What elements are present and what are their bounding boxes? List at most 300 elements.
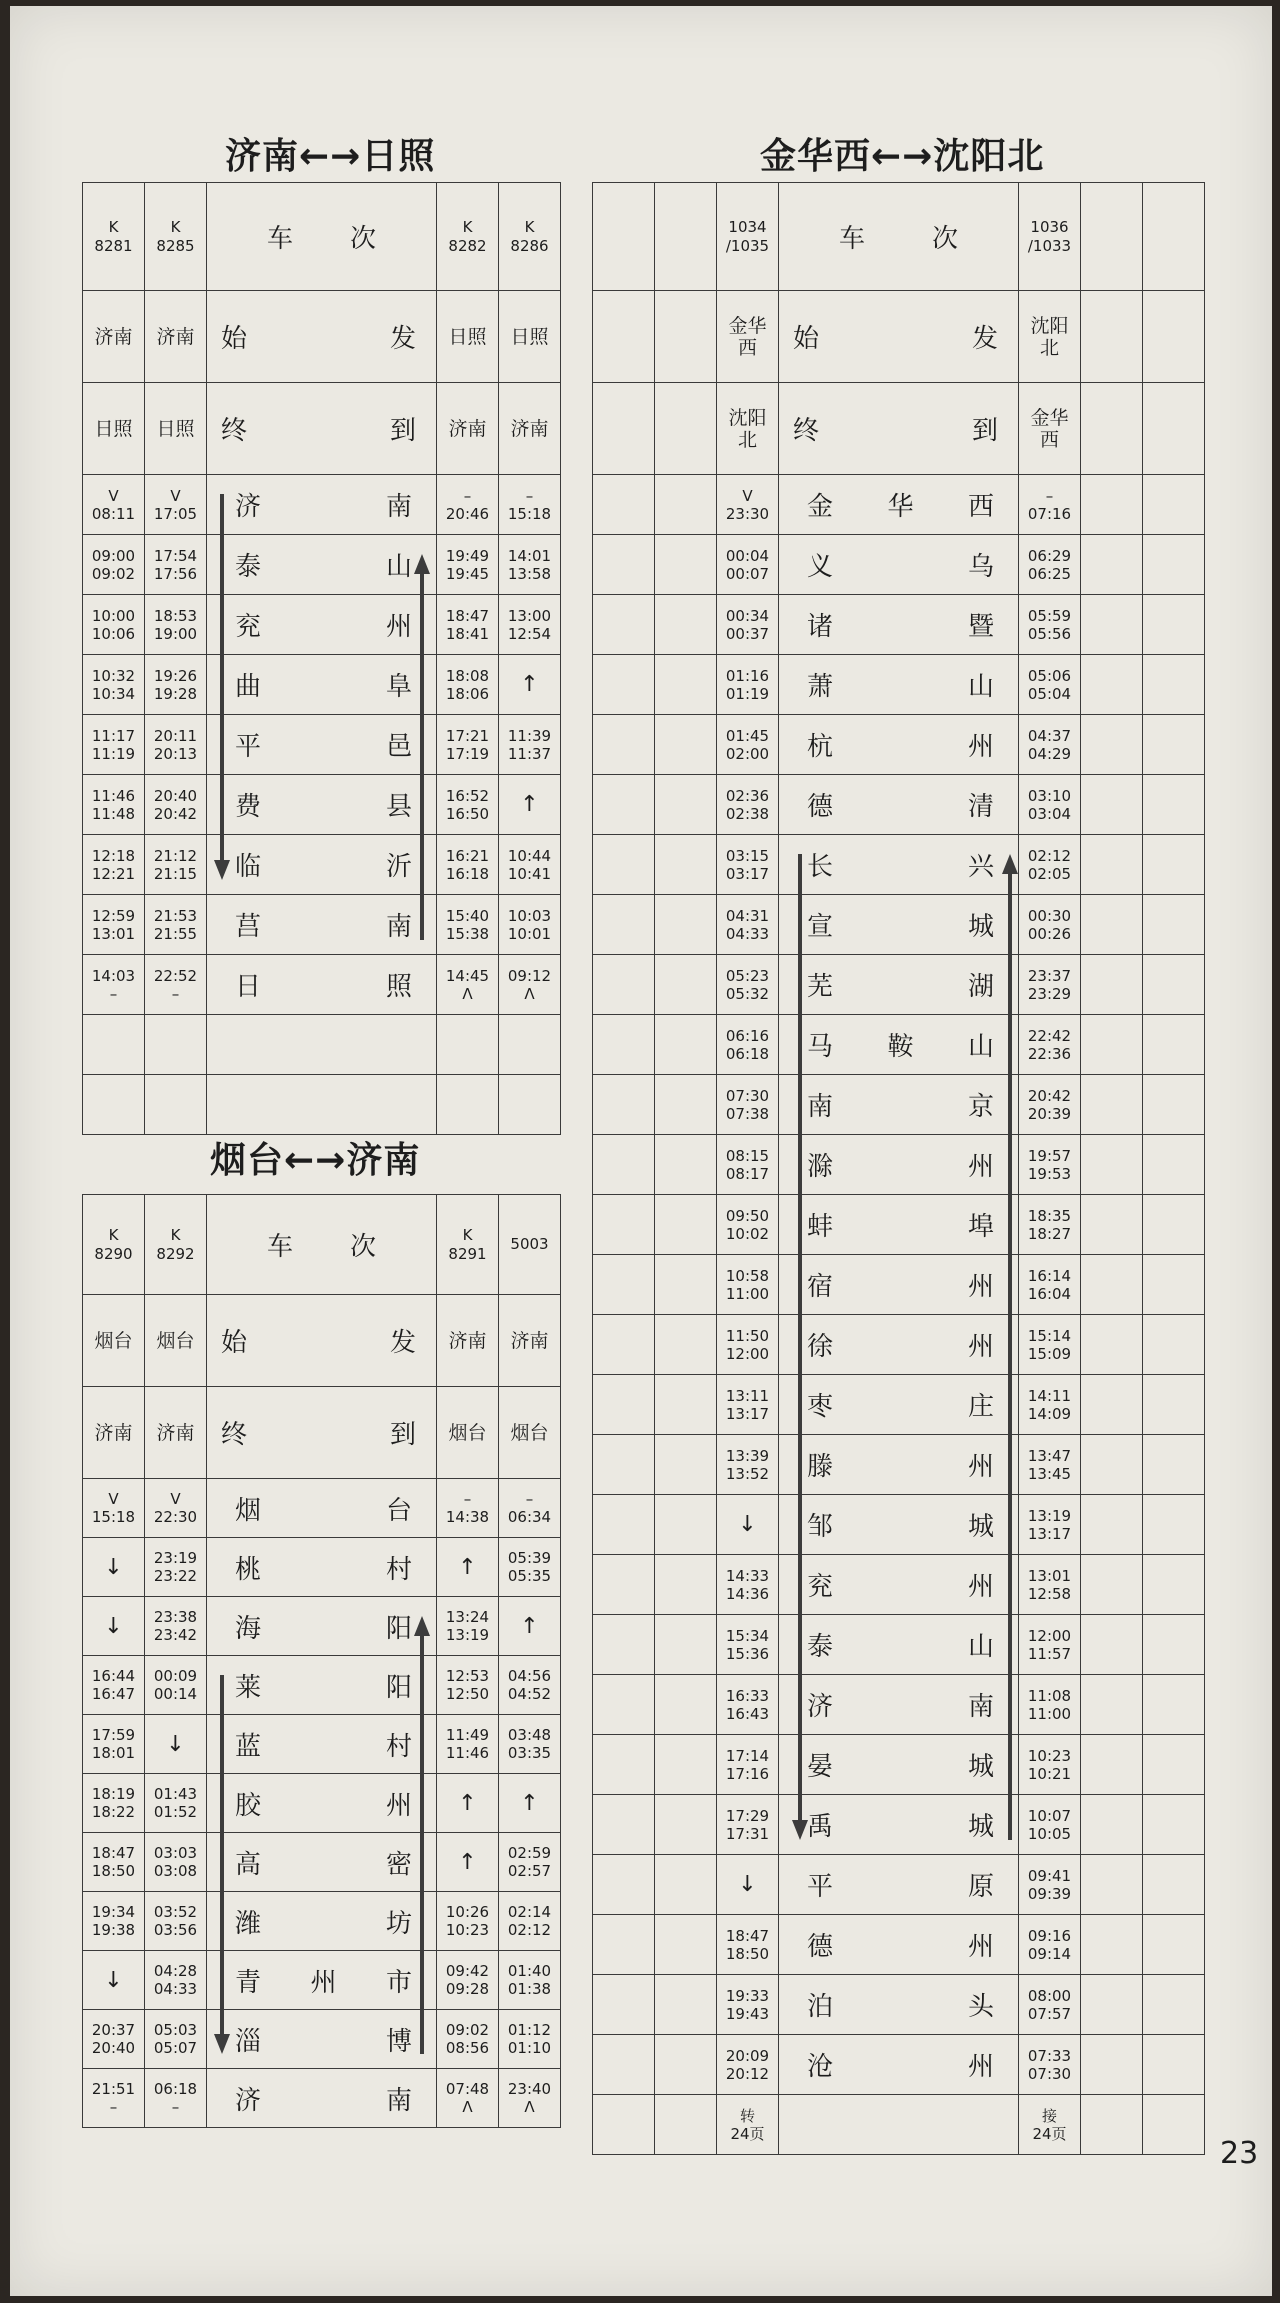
t1-up-time: ↑ [499,655,561,715]
t2-station: 济 南 [207,2069,437,2128]
t1-up-time: 16:21 16:18 [437,835,499,895]
empty-cell [1081,535,1143,595]
t1-down-time: 09:00 09:02 [83,535,145,595]
empty-cell [1143,1015,1205,1075]
t3-down-train-start: 金华 西 [717,291,779,383]
t2-down-train-start: 烟台 [83,1295,145,1387]
empty-cell [655,1135,717,1195]
t2-up-direction-arrow-icon [414,1616,430,2054]
empty-cell [655,775,717,835]
t2-down-train-start: 烟台 [145,1295,207,1387]
t2-down-time: 03:52 03:56 [145,1892,207,1951]
t2-down-direction-arrow-icon [214,1675,230,2054]
empty-cell [1081,1435,1143,1495]
t3-up-time: 13:19 13:17 [1019,1495,1081,1555]
t3-header-row [593,183,1205,291]
t1-station: 莒 南 [207,895,437,955]
t2-down-time: 23:38 23:42 [145,1597,207,1656]
t1-row [83,535,561,595]
t1-row [83,835,561,895]
t2-row [83,1538,561,1597]
empty-cell [593,1975,655,2035]
t3-up-time: 接 24页 [1019,2095,1081,2155]
empty-cell [593,291,655,383]
t2-down-time: 00:09 00:14 [145,1656,207,1715]
t1-station: 临 沂 [207,835,437,895]
empty-cell [655,535,717,595]
t2-header-row [83,1195,561,1295]
t2-up-time: 10:26 10:23 [437,1892,499,1951]
t3-header-row [593,383,1205,475]
empty-cell [1081,1255,1143,1315]
t2-up-time: ↑ [437,1774,499,1833]
t3-down-time: 18:47 18:50 [717,1915,779,1975]
t1-row [83,895,561,955]
t3-down-time: 00:34 00:37 [717,595,779,655]
t1-down-train-start: 济南 [83,291,145,383]
t3-up-time: 05:59 05:56 [1019,595,1081,655]
empty-cell [437,1075,499,1135]
t3-row [593,835,1205,895]
t3-row [593,1495,1205,1555]
t3-station: 徐 州 [779,1315,1019,1375]
empty-cell [655,895,717,955]
empty-cell [1081,595,1143,655]
t2-down-train-no: K 8290 [83,1195,145,1295]
empty-cell [593,1315,655,1375]
t3-station [779,2095,1019,2155]
t3-station: 泊 头 [779,1975,1019,2035]
t3-down-time: 20:09 20:12 [717,2035,779,2095]
empty-cell [593,895,655,955]
t1-down-time: 10:00 10:06 [83,595,145,655]
t1-down-time: 10:32 10:34 [83,655,145,715]
empty-cell [1143,291,1205,383]
t2-down-train-no: K 8292 [145,1195,207,1295]
t2-down-time: 18:19 18:22 [83,1774,145,1833]
t3-up-time: 23:37 23:29 [1019,955,1081,1015]
empty-cell [593,475,655,535]
t1-row [83,595,561,655]
t1-header-row [83,291,561,383]
empty-cell [1081,1675,1143,1735]
t3-station: 兖 州 [779,1555,1019,1615]
empty-cell [593,655,655,715]
empty-cell [1143,1495,1205,1555]
empty-cell [1081,1795,1143,1855]
t2-row [83,1715,561,1774]
t1-up-time: 14:45 Λ [437,955,499,1015]
empty-cell [655,183,717,291]
t2-header-train: 车 次 [207,1195,437,1295]
t2-down-time: V 22:30 [145,1479,207,1538]
t2-station: 烟 台 [207,1479,437,1538]
t3-station: 马 鞍 山 [779,1015,1019,1075]
t3-down-time: 转 24页 [717,2095,779,2155]
empty-cell [83,1015,145,1075]
t2-down-time: 17:59 18:01 [83,1715,145,1774]
empty-cell [655,1975,717,2035]
t3-down-time: 09:50 10:02 [717,1195,779,1255]
empty-cell [1143,1315,1205,1375]
t1-down-time: 22:52 – [145,955,207,1015]
t1-down-time: V 08:11 [83,475,145,535]
t1-blank-row [83,1075,561,1135]
t3-up-time: 20:42 20:39 [1019,1075,1081,1135]
empty-cell [1081,775,1143,835]
t3-row [593,1915,1205,1975]
empty-cell [655,595,717,655]
empty-cell [593,1675,655,1735]
t3-up-train-start: 沈阳 北 [1019,291,1081,383]
empty-cell [655,1675,717,1735]
empty-cell [1143,775,1205,835]
empty-cell [1081,1135,1143,1195]
t3-up-time: 14:11 14:09 [1019,1375,1081,1435]
t2-header-end: 终 到 [207,1387,437,1479]
t3-up-time: 10:23 10:21 [1019,1735,1081,1795]
t3-up-time: 22:42 22:36 [1019,1015,1081,1075]
t3-up-train-end: 金华 西 [1019,383,1081,475]
t3-down-time: 01:16 01:19 [717,655,779,715]
t1-down-time: V 17:05 [145,475,207,535]
empty-cell [1143,955,1205,1015]
empty-cell [1143,1075,1205,1135]
empty-cell [593,1075,655,1135]
empty-cell [1143,1195,1205,1255]
empty-cell [655,1375,717,1435]
empty-cell [1143,475,1205,535]
empty-cell [655,475,717,535]
t3-station: 宣 城 [779,895,1019,955]
empty-cell [593,955,655,1015]
empty-cell [83,1075,145,1135]
t3-up-time: 07:33 07:30 [1019,2035,1081,2095]
t2-up-time: ↑ [437,1833,499,1892]
t1-down-time: 17:54 17:56 [145,535,207,595]
t3-station: 泰 山 [779,1615,1019,1675]
t2-up-train-no: K 8291 [437,1195,499,1295]
t3-station: 枣 庄 [779,1375,1019,1435]
empty-cell [1081,1375,1143,1435]
page-number: 23 [1220,2136,1259,2171]
t1-down-train-end: 日照 [145,383,207,475]
empty-cell [593,2035,655,2095]
empty-cell [1081,1495,1143,1555]
t3-down-train-end: 沈阳 北 [717,383,779,475]
t3-down-time: 11:50 12:00 [717,1315,779,1375]
t1-down-train-end: 日照 [83,383,145,475]
t3-station: 禹 城 [779,1795,1019,1855]
empty-cell [145,1015,207,1075]
empty-cell [1143,1975,1205,2035]
t3-up-time: 05:06 05:04 [1019,655,1081,715]
empty-cell [593,1735,655,1795]
t3-up-train-no: 1036 /1033 [1019,183,1081,291]
empty-cell [1143,383,1205,475]
empty-cell [1081,383,1143,475]
empty-cell [1081,1195,1143,1255]
t3-row [593,895,1205,955]
t2-down-time: ↓ [83,1951,145,2010]
t1-row [83,775,561,835]
t2-up-time: 05:39 05:35 [499,1538,561,1597]
empty-cell [145,1075,207,1135]
empty-cell [1143,895,1205,955]
t1-down-train-no: K 8281 [83,183,145,291]
t2-up-time: 02:14 02:12 [499,1892,561,1951]
t1-station: 日 照 [207,955,437,1015]
empty-cell [1081,1555,1143,1615]
empty-cell [1143,1675,1205,1735]
t1-down-time: 11:46 11:48 [83,775,145,835]
empty-cell [655,1795,717,1855]
t1-header-end: 终 到 [207,383,437,475]
t3-up-time: 08:00 07:57 [1019,1975,1081,2035]
empty-cell [1143,1855,1205,1915]
t3-up-time: 12:00 11:57 [1019,1615,1081,1675]
t3-down-time: 13:39 13:52 [717,1435,779,1495]
t3-row [593,1975,1205,2035]
t3-up-direction-arrow-icon [1002,854,1018,1840]
t2-down-time: V 15:18 [83,1479,145,1538]
t3-up-time: 03:10 03:04 [1019,775,1081,835]
t3-down-time: 05:23 05:32 [717,955,779,1015]
t2-down-time: 06:18 – [145,2069,207,2128]
t3-down-time: 19:33 19:43 [717,1975,779,2035]
t3-station: 平 原 [779,1855,1019,1915]
t3-up-time: 06:29 06:25 [1019,535,1081,595]
empty-cell [1081,715,1143,775]
t3-up-time: 13:01 12:58 [1019,1555,1081,1615]
t1-up-time: 16:52 16:50 [437,775,499,835]
empty-cell [655,291,717,383]
t3-down-time: 03:15 03:17 [717,835,779,895]
t2-down-time: 20:37 20:40 [83,2010,145,2069]
t3-row [593,1795,1205,1855]
t3-up-time: 09:16 09:14 [1019,1915,1081,1975]
t3-row [593,475,1205,535]
t1-up-time: 17:21 17:19 [437,715,499,775]
t1-station: 济 南 [207,475,437,535]
t2-down-time: 19:34 19:38 [83,1892,145,1951]
t3-row [593,1435,1205,1495]
empty-cell [593,1795,655,1855]
t3-station: 滁 州 [779,1135,1019,1195]
t3-header-start: 始 发 [779,291,1019,383]
t2-up-train-start: 济南 [499,1295,561,1387]
t3-row [593,775,1205,835]
t3-down-time: 16:33 16:43 [717,1675,779,1735]
t2-down-train-end: 济南 [83,1387,145,1479]
t1-station: 泰 山 [207,535,437,595]
empty-cell [1081,955,1143,1015]
t3-row [593,2035,1205,2095]
empty-cell [593,1015,655,1075]
t2-station: 蓝 村 [207,1715,437,1774]
t3-station: 长 兴 [779,835,1019,895]
t1-up-time: 09:12 Λ [499,955,561,1015]
t3-down-time: 17:29 17:31 [717,1795,779,1855]
t2-header-row [83,1387,561,1479]
empty-cell [1143,1255,1205,1315]
empty-cell [593,715,655,775]
empty-cell [655,955,717,1015]
t2-header-row [83,1295,561,1387]
empty-cell [1143,835,1205,895]
t1-header-row [83,383,561,475]
t1-row [83,655,561,715]
t3-row [593,2095,1205,2155]
t3-station: 宿 州 [779,1255,1019,1315]
t2-station: 海 阳 [207,1597,437,1656]
t3-station: 义 乌 [779,535,1019,595]
t1-row [83,715,561,775]
t3-down-time: 06:16 06:18 [717,1015,779,1075]
t2-down-time: 23:19 23:22 [145,1538,207,1597]
t3-row [593,715,1205,775]
t3-header-row [593,291,1205,383]
empty-cell [1081,475,1143,535]
t2-up-time: ↑ [499,1774,561,1833]
t3-row [593,535,1205,595]
empty-cell [1081,291,1143,383]
empty-cell [1143,1615,1205,1675]
t3-row [593,1255,1205,1315]
empty-cell [1081,1915,1143,1975]
empty-cell [437,1015,499,1075]
empty-cell [593,2095,655,2155]
t1-header-train: 车 次 [207,183,437,291]
empty-cell [655,1735,717,1795]
t1-down-time: 12:59 13:01 [83,895,145,955]
t2-up-time: ↑ [499,1597,561,1656]
t1-header-start: 始 发 [207,291,437,383]
t3-row [593,655,1205,715]
timetable-page [10,6,1272,2296]
t2-up-time: 11:49 11:46 [437,1715,499,1774]
t3-station: 滕 州 [779,1435,1019,1495]
empty-cell [1081,1615,1143,1675]
t3-up-time: 16:14 16:04 [1019,1255,1081,1315]
t3-up-time: 19:57 19:53 [1019,1135,1081,1195]
t3-down-time: V 23:30 [717,475,779,535]
t3-station: 萧 山 [779,655,1019,715]
empty-cell [593,1195,655,1255]
t1-header-row [83,183,561,291]
t2-up-train-end: 烟台 [499,1387,561,1479]
t3-station: 沧 州 [779,2035,1019,2095]
t3-header-train: 车 次 [779,183,1019,291]
t3-down-time: 07:30 07:38 [717,1075,779,1135]
t3-up-time: 15:14 15:09 [1019,1315,1081,1375]
t2-up-time: – 06:34 [499,1479,561,1538]
t2-up-time: 09:42 09:28 [437,1951,499,2010]
empty-cell [593,595,655,655]
t3-station: 晏 城 [779,1735,1019,1795]
empty-cell [1143,715,1205,775]
empty-cell [655,1315,717,1375]
t1-up-time: ↑ [499,775,561,835]
t1-station: 费 县 [207,775,437,835]
t1-down-direction-arrow-icon [214,494,230,880]
empty-cell [1081,1015,1143,1075]
empty-cell [655,2095,717,2155]
t3-up-time: – 07:16 [1019,475,1081,535]
t3-down-time: 04:31 04:33 [717,895,779,955]
t2-header-start: 始 发 [207,1295,437,1387]
t1-station: 曲 阜 [207,655,437,715]
empty-cell [1143,535,1205,595]
empty-cell [655,1435,717,1495]
empty-cell [1081,183,1143,291]
t2-up-train-start: 济南 [437,1295,499,1387]
t2-row [83,1656,561,1715]
t3-row [593,1135,1205,1195]
empty-cell [207,1075,437,1135]
table-title-jinhuaxi-shenyangbei: 金华西←→沈阳北 [760,136,1045,177]
t3-row [593,955,1205,1015]
t2-row [83,1479,561,1538]
t3-down-time: 10:58 11:00 [717,1255,779,1315]
t2-up-time: 04:56 04:52 [499,1656,561,1715]
t1-up-time: 18:47 18:41 [437,595,499,655]
t3-up-time: 04:37 04:29 [1019,715,1081,775]
t3-row [593,595,1205,655]
empty-cell [593,535,655,595]
t1-up-train-end: 济南 [437,383,499,475]
empty-cell [499,1075,561,1135]
empty-cell [1081,2035,1143,2095]
empty-cell [1081,1735,1143,1795]
t3-up-time: 13:47 13:45 [1019,1435,1081,1495]
empty-cell [1081,1315,1143,1375]
empty-cell [655,383,717,475]
t2-up-train-no: 5003 [499,1195,561,1295]
t2-station: 青 州 市 [207,1951,437,2010]
t1-down-time: 19:26 19:28 [145,655,207,715]
t2-up-time: 09:02 08:56 [437,2010,499,2069]
t1-up-time: 18:08 18:06 [437,655,499,715]
t1-grid [82,182,561,1135]
empty-cell [1143,183,1205,291]
t3-row [593,1015,1205,1075]
empty-cell [1143,1555,1205,1615]
t1-blank-row [83,1015,561,1075]
t1-down-time: 14:03 – [83,955,145,1015]
t3-header-end: 终 到 [779,383,1019,475]
empty-cell [593,383,655,475]
t1-up-train-no: K 8286 [499,183,561,291]
t3-down-time: 15:34 15:36 [717,1615,779,1675]
t3-row [593,1855,1205,1915]
empty-cell [655,1855,717,1915]
t2-row [83,1951,561,2010]
t2-down-time: 03:03 03:08 [145,1833,207,1892]
t2-row [83,2069,561,2128]
t1-down-time: 12:18 12:21 [83,835,145,895]
empty-cell [655,655,717,715]
t1-station: 兖 州 [207,595,437,655]
t1-up-time: – 15:18 [499,475,561,535]
empty-cell [655,1915,717,1975]
t2-station: 胶 州 [207,1774,437,1833]
t3-station: 德 州 [779,1915,1019,1975]
empty-cell [593,183,655,291]
t3-row [593,1195,1205,1255]
t3-row [593,1675,1205,1735]
t2-down-time: 04:28 04:33 [145,1951,207,2010]
